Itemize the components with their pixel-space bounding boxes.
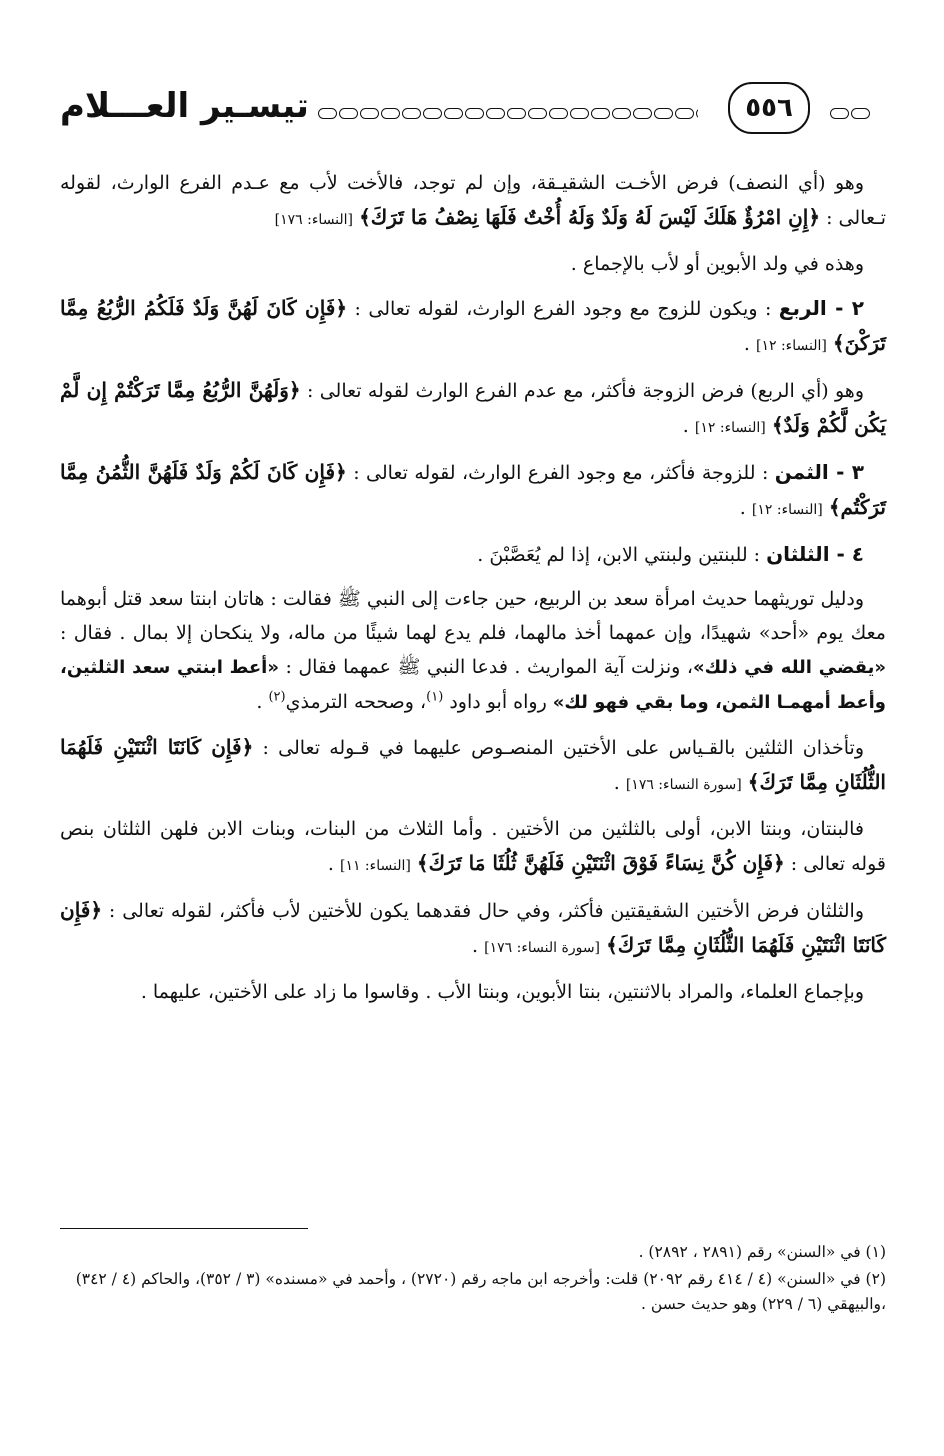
quran-verse: ﴿إِنِ امْرُؤٌ هَلَكَ لَيْسَ لَهُ وَلَدٌ وَلَهُ أُخْتٌ فَلَهَا نِصْفُ مَا تَرَكَ﴾ <box>359 205 821 229</box>
paragraph-text: ، وصححه الترمذي <box>285 691 427 713</box>
paragraph-text: : للبنتين ولبنتي الابن، إذا لم يُعَصَّبْنَ . <box>477 544 767 566</box>
section-term: ٢ - الربع <box>778 296 864 320</box>
paragraph-9 <box>60 812 886 883</box>
paragraph-end: . <box>256 691 269 713</box>
paragraph-text: والثلثان فرض الأختين الشقيقتين فأكثر، وفي حال فقدهما يكون للأختين لأب فأكثر، لقوله تعالى : <box>102 900 864 922</box>
paragraph-text: ، ونزلت آية المواريث . فدعا النبي ﷺ عمهما فقال : <box>278 656 693 678</box>
paragraph-text: وهو (أي الربع) فرض الزوجة فأكثر، مع عدم الفرع الوارث لقوله تعالى : <box>300 380 864 402</box>
section-term: ٤ - الثلثان <box>766 542 864 566</box>
paragraph-text: ودليل توريثهما حديث امرأة سعد بن الربيع، حين جاءت إلى النبي ﷺ فقالت : هاتان ابنتا سعد قتل أبوهما معك يوم «أحد» شهيدًا، وإن عمهما أخذ مالهما، فلم يدع لهما شيئًا من ماله، ولا ينكحان إلا بمال . فقال : <box>60 588 886 644</box>
footnote-marker-1[interactable]: (١) <box>426 689 444 705</box>
book-title: تيسـير العـــلام <box>60 86 309 126</box>
paragraph-11 <box>60 975 886 1009</box>
paragraph-text: وبإجماع العلماء، والمراد بالاثنتين، بنتا الأبوين، وبنتا الأب . وقاسوا ما زاد على الأختين، عليهما . <box>140 981 864 1003</box>
verse-reference: [النساء: ١٢] <box>756 338 827 354</box>
verse-reference: [النساء: ١٢] <box>694 420 766 436</box>
header-ornament-chain <box>318 108 698 124</box>
footnote-2: (٢) في «السنن» (٤ / ٤١٤ رقم ٢٠٩٢) قلت: وأخرجه ابن ماجه رقم (٢٧٢٠) ، وأحمد في «مسنده» (٣ / ٣٥٢)، والحاكم (٤ / ٣٤٢) ،والبيهقي (٦ / ٢٢٩) وهو حديث حسن . <box>75 1270 886 1313</box>
header-ornament-right <box>830 108 880 124</box>
footnote-1: (١) في «السنن» رقم (٢٨٩١ ، ٢٨٩٢) . <box>638 1243 886 1261</box>
page-number: ٥٥٦ <box>728 82 810 134</box>
paragraph-5 <box>60 455 886 527</box>
quran-verse: ﴿فَإِن كَانَ لَكُمْ وَلَدٌ فَلَهُنَّ الثُّمُنُ مِمَّا تَرَكْتُم﴾ <box>60 460 886 519</box>
quran-verse: ﴿فَإِن كَانَتَا اثْنَتَيْنِ فَلَهُمَا الثُّلُثَانِ مِمَّا تَرَكَ﴾ <box>60 898 886 957</box>
main-text <box>60 166 886 1019</box>
paragraph-text: فالبنتان، وبنتا الابن، أولى بالثلثين من الأختين . وأما الثلاث من البنات، وبنات الابن فلهن الثلثان بنص قوله تعالى : <box>60 818 886 875</box>
quran-verse: ﴿وَلَهُنَّ الرُّبُعُ مِمَّا تَرَكْتُمْ إِن لَّمْ يَكُن لَّكُمْ وَلَدٌ﴾ <box>60 378 886 437</box>
hadith-quote: «يقضي الله في ذلك» <box>692 657 886 678</box>
paragraph-text: وتأخذان الثلثين بالقـياس على الأختين المنصـوص عليهما في قـوله تعالى : <box>253 737 864 759</box>
paragraph-text: : للزوجة فأكثر، مع وجود الفرع الوارث، لقوله تعالى : <box>346 462 775 484</box>
paragraph-6 <box>60 537 886 572</box>
paragraph-end: . <box>613 772 626 794</box>
paragraph-end: . <box>327 853 340 875</box>
section-term: ٣ - الثمن <box>774 460 864 484</box>
paragraph-4 <box>60 373 886 445</box>
paragraph-end: . <box>743 333 756 355</box>
paragraph-2 <box>60 247 886 281</box>
quran-verse: ﴿فَإِن كَانَتَا اثْنَتَيْنِ فَلَهُمَا الثُّلُثَانِ مِمَّا تَرَكَ﴾ <box>60 735 886 794</box>
verse-reference: [النساء: ١٧٦] <box>274 212 354 228</box>
paragraph-text: : ويكون للزوج مع وجود الفرع الوارث، لقوله تعالى : <box>347 298 779 320</box>
paragraph-10 <box>60 893 886 965</box>
paragraph-8 <box>60 730 886 802</box>
footnote-marker-2[interactable]: (٢) <box>268 689 286 705</box>
verse-reference: [النساء: ١٢] <box>751 502 823 518</box>
paragraph-text: رواه أبو داود <box>443 691 553 713</box>
footnotes <box>60 1240 886 1319</box>
verse-reference: [سورة النساء: ١٧٦] <box>625 777 742 793</box>
page <box>60 70 886 1410</box>
paragraph-3 <box>60 291 886 363</box>
paragraph-end: . <box>472 935 485 957</box>
verse-reference: [النساء: ١١] <box>339 858 411 874</box>
page-header <box>60 70 886 140</box>
paragraph-end: . <box>682 415 695 437</box>
paragraph-end: . <box>739 497 752 519</box>
paragraph-text: وهذه في ولد الأبوين أو لأب بالإجماع . <box>570 253 864 275</box>
paragraph-7 <box>60 582 886 720</box>
paragraph-1 <box>60 166 886 237</box>
hadith-quote: «أعط ابنتي سعد الثلثين، وأعط أمهمـا الثمن، وما بقي فهو لك» <box>60 657 886 713</box>
quran-verse: ﴿فَإِن كَانَ لَهُنَّ وَلَدٌ فَلَكُمُ الرُّبُعُ مِمَّا تَرَكْنَ﴾ <box>60 296 886 355</box>
verse-reference: [سورة النساء: ١٧٦] <box>484 940 601 956</box>
footnote-divider <box>60 1228 308 1229</box>
quran-verse: ﴿فَإِن كُنَّ نِسَاءً فَوْقَ اثْنَتَيْنِ فَلَهُنَّ ثُلُثَا مَا تَرَكَ﴾ <box>416 851 785 875</box>
paragraph-text: وهو (أي النصف) فرض الأخـت الشقيـقة، وإن لم توجد، فالأخت لأب مع عـدم الفرع الوارث، لقوله تـعالى : <box>60 172 886 229</box>
